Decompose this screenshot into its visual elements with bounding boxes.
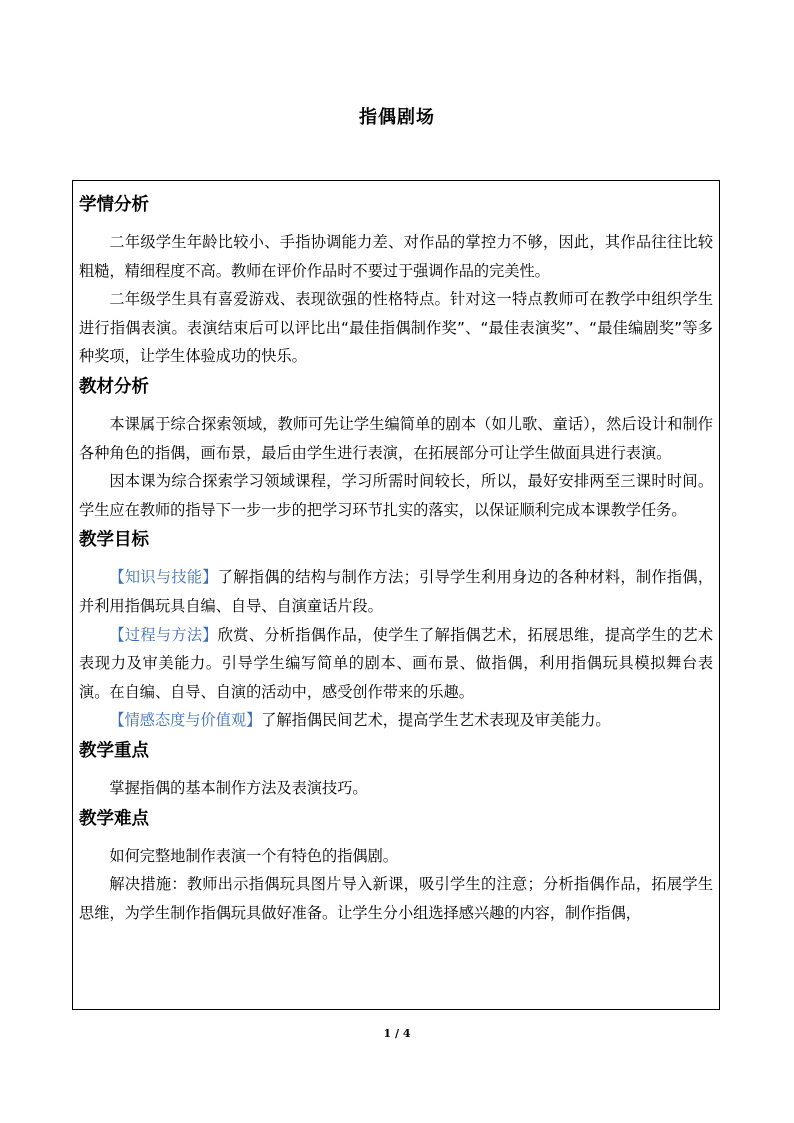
objective-text: 了解指偶民间艺术，提高学生艺术表现及审美能力。 — [261, 711, 611, 730]
paragraph: 二年级学生具有喜爱游戏、表现欲强的性格特点。针对这一特点教师可在教学中组织学生进行指偶表演。表演结束后可以评比出“最佳指偶制作奖”、“最佳表演奖”、“最佳编剧奖”等多种奖项，让学生体验成功的快乐。 — [79, 290, 713, 366]
section-heading-material-analysis: 教材分析 — [79, 376, 149, 397]
paragraph: 如何完整地制作表演一个有特色的指偶剧。 — [109, 846, 398, 865]
paragraph: 本课属于综合探索领域，教师可先让学生编简单的剧本（如儿歌、童话），然后设计和制作各种角色的指偶，画布景，最后由学生进行表演，在拓展部分可让学生做面具进行表演。 — [79, 414, 713, 462]
objective-process-methods — [79, 621, 713, 707]
paragraph: 解决措施：教师出示指偶玩具图片导入新课，吸引学生的注意；分析指偶作品，拓展学生思维，为学生制作指偶玩具做好准备。让学生分小组选择感兴趣的内容，制作指偶， — [79, 875, 713, 922]
objective-tag: 【情感态度与价值观】 — [109, 711, 262, 730]
lesson-plan-table — [72, 180, 720, 1010]
document-title: 指偶剧场 — [359, 107, 435, 128]
paragraph: 掌握指偶的基本制作方法及表演技巧。 — [109, 778, 368, 797]
paragraph: 二年级学生年龄比较小、手指协调能力差、对作品的掌控力不够，因此，其作品往往比较粗糙，精细程度不高。教师在评价作品时不要过于强调作品的完美性。 — [79, 233, 713, 280]
section-heading-objectives: 教学目标 — [79, 530, 149, 551]
objective-text: 欣赏、分析指偶作品，使学生了解指偶艺术，拓展思维，提高学生的艺术表现力及审美能力。引导学生编写简单的剧本、画布景、做指偶，利用指偶玩具模拟舞台表演。在自编、自导、自演的活动中，感受创作带来的乐趣。 — [79, 625, 714, 701]
section-heading-difficulties: 教学难点 — [79, 808, 149, 829]
paragraph: 因本课为综合探索学习领域课程，学习所需时间较长，所以，最好安排两至三课时时间。学生应在教师的指导下一步一步的把学习环节扎实的落实，以保证顺利完成本课教学任务。 — [79, 472, 713, 519]
objective-tag: 【知识与技能】 — [109, 568, 218, 587]
objective-tag: 【过程与方法】 — [109, 625, 218, 644]
lesson-plan-content — [73, 181, 719, 927]
objective-knowledge-skills — [79, 563, 713, 620]
section-heading-key-points: 教学重点 — [79, 740, 149, 761]
page-number: 1 / 4 — [383, 1027, 411, 1040]
objective-attitude-values — [79, 706, 713, 735]
objective-text: 了解指偶的结构与制作方法；引导学生利用身边的各种材料，制作指偶，并利用指偶玩具自编、自导、自演童话片段。 — [79, 568, 714, 615]
section-heading-learner-analysis: 学情分析 — [79, 195, 149, 215]
